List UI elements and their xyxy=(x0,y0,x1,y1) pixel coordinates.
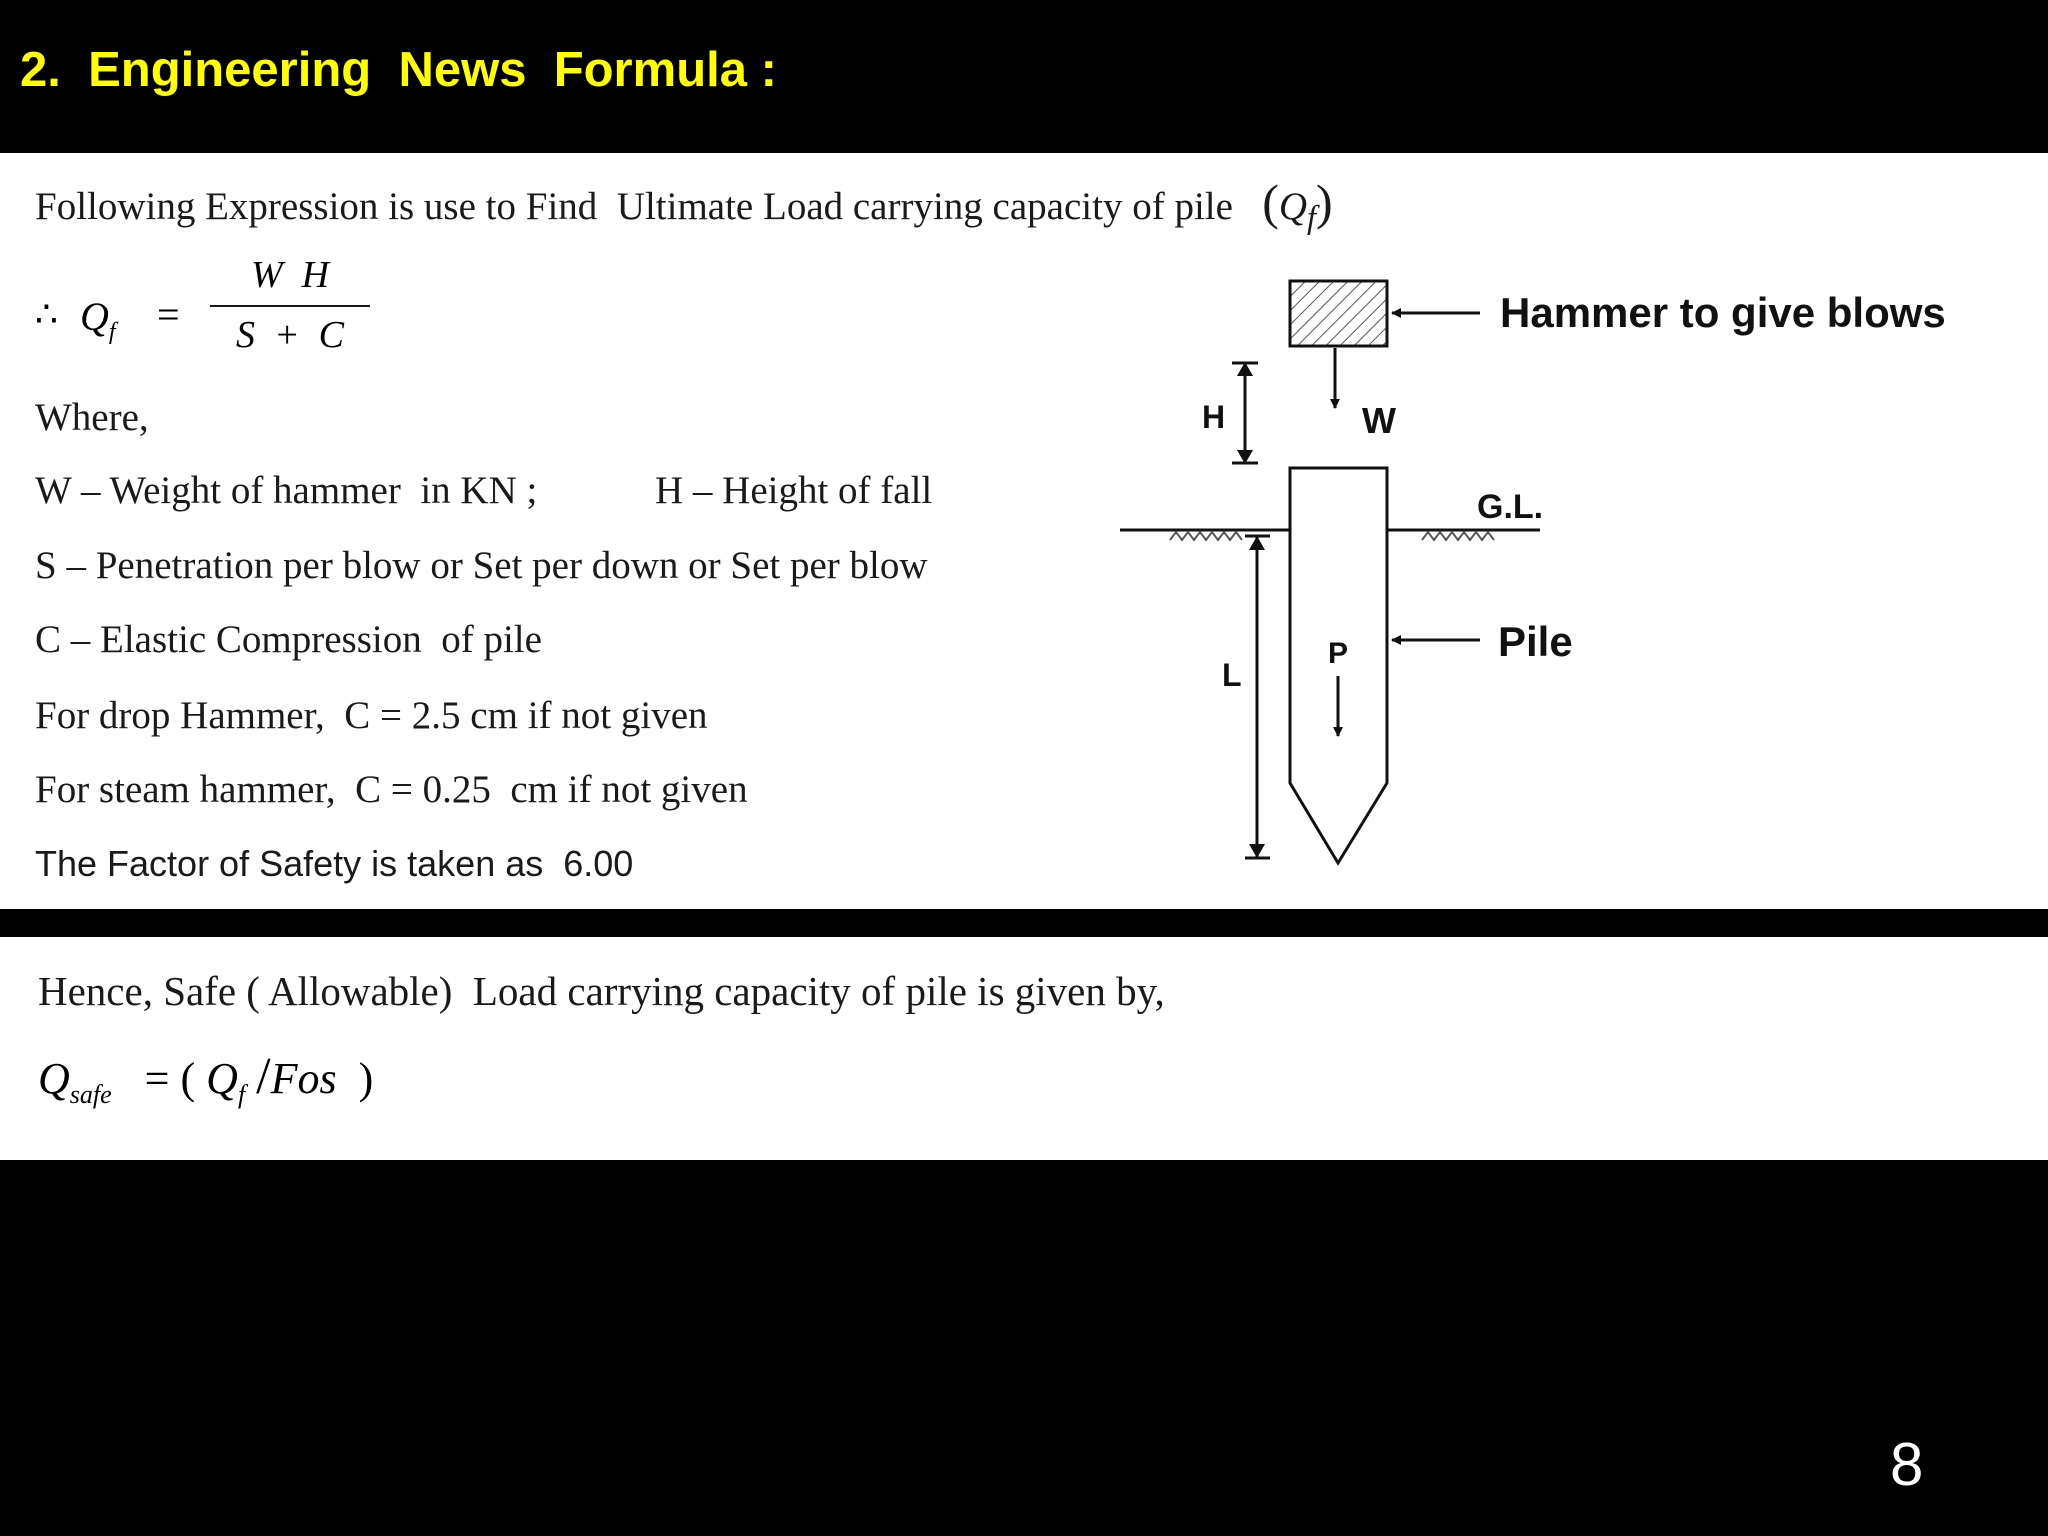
safe-close-paren: ) xyxy=(358,1054,374,1103)
safe-load-panel xyxy=(0,937,2048,1160)
ultimate-load-formula xyxy=(35,253,355,373)
intro-text xyxy=(35,173,1333,237)
definition-s: S – Penetration per blow or Set per down or Set per blow xyxy=(35,544,928,587)
steam-hammer-note: For steam hammer, C = 0.25 cm if not given xyxy=(35,768,748,811)
page-number: 8 xyxy=(1890,1431,1924,1498)
fraction-bar xyxy=(210,305,370,307)
safe-lhs: $Q_{safe}$ xyxy=(38,1054,112,1109)
formula-equals: = xyxy=(157,292,180,337)
qf-symbol: $(Q_f)$ xyxy=(1262,174,1333,236)
formula-numerator: W H xyxy=(250,254,330,296)
definition-w: W – Weight of hammer in KN ; xyxy=(35,469,538,512)
therefore-symbol: ∴ xyxy=(35,294,58,334)
p-label: P xyxy=(1328,637,1349,670)
safe-slash: / xyxy=(256,1048,271,1105)
definition-c: C – Elastic Compression of pile xyxy=(35,618,542,661)
l-label: L xyxy=(1222,657,1242,693)
safe-fos: Fos xyxy=(270,1054,337,1103)
safe-open-paren: ( xyxy=(180,1054,196,1103)
formula-denominator: S + C xyxy=(236,314,344,356)
pile-diagram xyxy=(1110,278,2010,898)
pile-label: Pile xyxy=(1498,618,1573,665)
factor-of-safety-note: The Factor of Safety is taken as 6.00 xyxy=(35,843,634,884)
drop-hammer-note: For drop Hammer, C = 2.5 cm if not given xyxy=(35,694,708,737)
hammer-block xyxy=(1290,281,1387,346)
where-label: Where, xyxy=(35,396,149,439)
hammer-label: Hammer to give blows xyxy=(1500,289,1946,336)
content-panel xyxy=(0,153,2048,909)
safe-load-formula xyxy=(38,1047,373,1110)
h-label: H xyxy=(1202,399,1226,435)
w-label: W xyxy=(1362,400,1396,441)
safe-load-text: Hence, Safe ( Allowable) Load carrying capacity of pile is given by, xyxy=(38,968,1165,1014)
formula-lhs: $Q_f$ xyxy=(80,294,116,345)
safe-equals: = xyxy=(144,1054,170,1103)
intro-text-label: Following Expression is use to Find Ultimate Load carrying capacity of pile xyxy=(35,185,1233,228)
ground-level-label: G.L. xyxy=(1477,488,1544,526)
safe-qf: $Q_f$ xyxy=(206,1054,246,1109)
definition-h: H – Height of fall xyxy=(655,469,933,512)
slide-title: 2. Engineering News Formula : xyxy=(20,43,777,97)
